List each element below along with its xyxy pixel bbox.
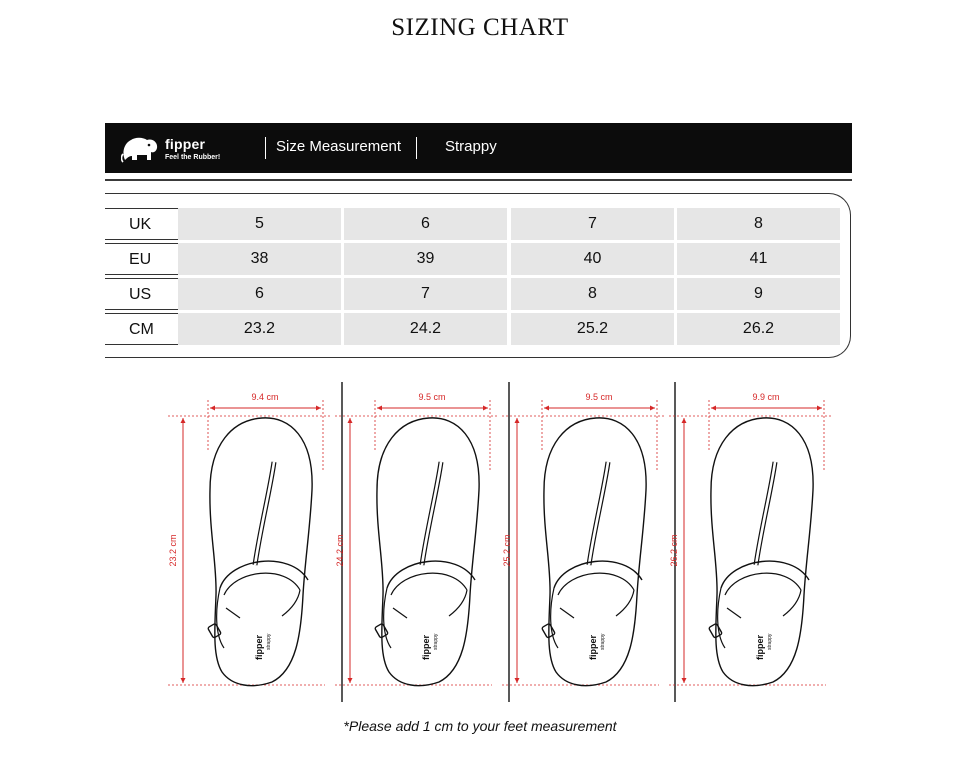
side-strap bbox=[384, 588, 391, 648]
table-cell: 24.2 bbox=[344, 313, 507, 345]
side-strap bbox=[449, 590, 467, 616]
arrow-head bbox=[650, 406, 655, 411]
toe-strap-inner bbox=[255, 462, 274, 565]
arrow-head bbox=[682, 678, 687, 683]
ankle-strap bbox=[725, 573, 801, 595]
arrow-head bbox=[544, 406, 549, 411]
side-strap bbox=[282, 590, 300, 616]
brand-logo[interactable] bbox=[121, 132, 261, 166]
size-table bbox=[105, 193, 851, 358]
sandal-diagrams bbox=[160, 380, 850, 705]
brand-tagline: Feel the Rubber! bbox=[165, 154, 221, 161]
sole-model: strappy bbox=[767, 633, 773, 650]
toe-strap-inner bbox=[756, 462, 775, 565]
table-row-eu bbox=[105, 243, 850, 277]
arrow-head bbox=[515, 418, 520, 423]
table-cell: 25.2 bbox=[511, 313, 674, 345]
length-label: 24.2 cm bbox=[335, 534, 345, 567]
sole-brand: fipper bbox=[421, 634, 431, 660]
arrow-head bbox=[377, 406, 382, 411]
width-label: 9.5 cm bbox=[585, 392, 613, 402]
table-row-cm bbox=[105, 313, 850, 347]
table-cell: 26.2 bbox=[677, 313, 840, 345]
side-strap bbox=[718, 588, 725, 648]
table-cell: 8 bbox=[511, 278, 674, 310]
sandal-diagram bbox=[502, 392, 664, 686]
width-label: 9.9 cm bbox=[752, 392, 780, 402]
table-row-us bbox=[105, 278, 850, 312]
sandal-diagram-canvas bbox=[160, 380, 850, 705]
sole-brand: fipper bbox=[755, 634, 765, 660]
side-strap bbox=[560, 608, 574, 618]
arrow-head bbox=[682, 418, 687, 423]
length-label: 25.2 cm bbox=[502, 534, 512, 567]
arrow-head bbox=[483, 406, 488, 411]
table-cell: 38 bbox=[178, 243, 341, 275]
arrow-head bbox=[711, 406, 716, 411]
sole-model: strappy bbox=[433, 633, 439, 650]
sole-brand: fipper bbox=[588, 634, 598, 660]
header-model-label: Strappy bbox=[445, 138, 497, 155]
sandal-diagram bbox=[168, 392, 330, 686]
table-cell: 7 bbox=[511, 208, 674, 240]
ankle-strap bbox=[391, 573, 467, 595]
width-label: 9.5 cm bbox=[418, 392, 446, 402]
side-strap bbox=[783, 590, 801, 616]
length-label: 23.2 cm bbox=[168, 534, 178, 567]
side-strap bbox=[551, 588, 558, 648]
row-label: US bbox=[105, 278, 199, 310]
ankle-strap bbox=[224, 573, 300, 595]
arrow-head bbox=[181, 678, 186, 683]
table-cell: 23.2 bbox=[178, 313, 341, 345]
brand-name: fipper bbox=[165, 136, 206, 152]
header-divider bbox=[265, 137, 266, 159]
table-cell: 7 bbox=[344, 278, 507, 310]
side-strap bbox=[217, 588, 224, 648]
arrow-head bbox=[348, 418, 353, 423]
arrow-head bbox=[817, 406, 822, 411]
header-bar bbox=[105, 123, 852, 173]
header-section-label: Size Measurement bbox=[276, 138, 402, 155]
sandal-diagram bbox=[335, 392, 497, 686]
sandal-diagram bbox=[669, 392, 831, 686]
sole-model: strappy bbox=[266, 633, 272, 650]
ankle-strap bbox=[558, 573, 634, 595]
arrow-head bbox=[181, 418, 186, 423]
table-cell: 40 bbox=[511, 243, 674, 275]
table-cell: 41 bbox=[677, 243, 840, 275]
side-strap bbox=[226, 608, 240, 618]
footnote: *Please add 1 cm to your feet measurement bbox=[343, 718, 617, 734]
arrow-head bbox=[210, 406, 215, 411]
table-cell: 6 bbox=[344, 208, 507, 240]
toe-strap-inner bbox=[589, 462, 608, 565]
arrow-head bbox=[316, 406, 321, 411]
header-divider bbox=[416, 137, 417, 159]
table-cell: 39 bbox=[344, 243, 507, 275]
table-cell: 9 bbox=[677, 278, 840, 310]
row-label: UK bbox=[105, 208, 199, 240]
table-cell: 6 bbox=[178, 278, 341, 310]
page-title: SIZING CHART bbox=[391, 14, 569, 41]
sole-brand: fipper bbox=[254, 634, 264, 660]
side-strap bbox=[393, 608, 407, 618]
header-rule bbox=[105, 179, 852, 181]
table-row-uk bbox=[105, 208, 850, 242]
width-label: 9.4 cm bbox=[251, 392, 279, 402]
arrow-head bbox=[348, 678, 353, 683]
arrow-head bbox=[515, 678, 520, 683]
side-strap bbox=[727, 608, 741, 618]
elephant-icon bbox=[121, 134, 161, 164]
row-label: CM bbox=[105, 313, 199, 345]
side-strap bbox=[616, 590, 634, 616]
table-cell: 5 bbox=[178, 208, 341, 240]
row-label: EU bbox=[105, 243, 199, 275]
sole-model: strappy bbox=[600, 633, 606, 650]
length-label: 26.2 cm bbox=[669, 534, 679, 567]
table-cell: 8 bbox=[677, 208, 840, 240]
toe-strap-inner bbox=[422, 462, 441, 565]
